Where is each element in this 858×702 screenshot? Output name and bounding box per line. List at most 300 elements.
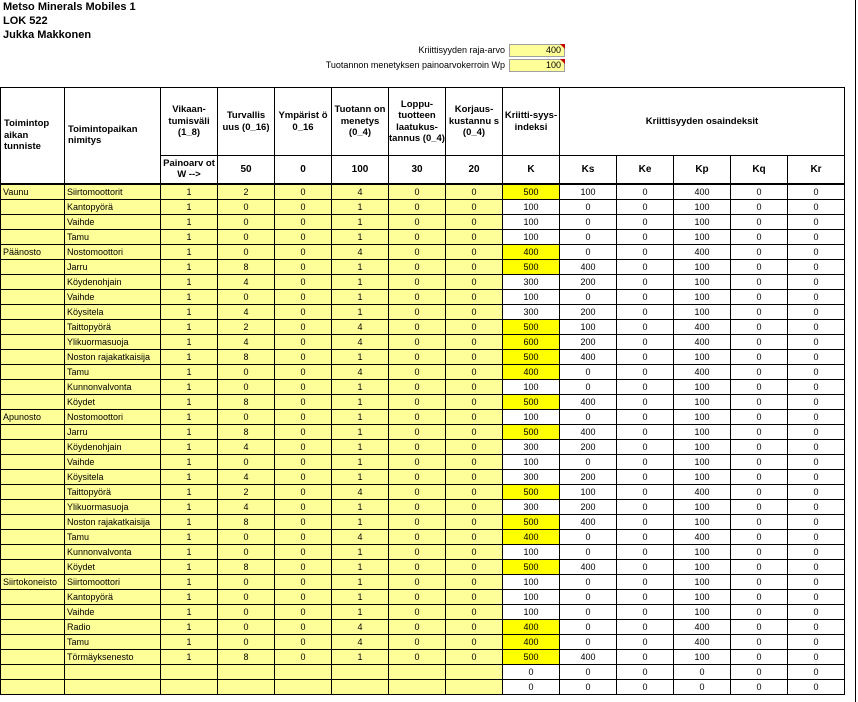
cell-ke[interactable]: 0 bbox=[617, 529, 674, 544]
cell-k-index[interactable]: 100 bbox=[503, 409, 560, 424]
cell-ks[interactable]: 0 bbox=[560, 544, 617, 559]
cell-k-index[interactable]: 100 bbox=[503, 379, 560, 394]
cell-group-id[interactable] bbox=[1, 289, 65, 304]
cell-vikaantumisvali[interactable]: 1 bbox=[161, 634, 218, 649]
cell-kr[interactable]: 0 bbox=[788, 364, 845, 379]
cell-ke[interactable]: 0 bbox=[617, 439, 674, 454]
cell-k-index[interactable]: 500 bbox=[503, 259, 560, 274]
cell-ymparisto[interactable]: 0 bbox=[275, 544, 332, 559]
cell-ke[interactable]: 0 bbox=[617, 289, 674, 304]
cell-component-name[interactable]: Nostomoottori bbox=[65, 409, 161, 424]
cell-laatu[interactable]: 0 bbox=[389, 184, 446, 200]
cell-component-name[interactable] bbox=[65, 664, 161, 679]
cell-tuotanto[interactable]: 1 bbox=[332, 379, 389, 394]
cell-laatu[interactable]: 0 bbox=[389, 229, 446, 244]
cell-tuotanto[interactable]: 1 bbox=[332, 604, 389, 619]
cell-kq[interactable]: 0 bbox=[731, 529, 788, 544]
cell-tuotanto[interactable]: 1 bbox=[332, 229, 389, 244]
cell-kp[interactable]: 100 bbox=[674, 604, 731, 619]
cell-ymparisto[interactable]: 0 bbox=[275, 454, 332, 469]
cell-kp[interactable]: 100 bbox=[674, 394, 731, 409]
cell-ke[interactable]: 0 bbox=[617, 409, 674, 424]
cell-component-name[interactable]: Nostomoottori bbox=[65, 244, 161, 259]
cell-tuotanto[interactable]: 1 bbox=[332, 274, 389, 289]
cell-laatu[interactable]: 0 bbox=[389, 454, 446, 469]
cell-ks[interactable]: 200 bbox=[560, 334, 617, 349]
cell-korjaus[interactable]: 0 bbox=[446, 289, 503, 304]
cell-component-name[interactable]: Köydet bbox=[65, 559, 161, 574]
cell-k-index[interactable]: 100 bbox=[503, 589, 560, 604]
cell-tuotanto[interactable]: 1 bbox=[332, 349, 389, 364]
cell-korjaus[interactable]: 0 bbox=[446, 484, 503, 499]
cell-ymparisto[interactable]: 0 bbox=[275, 289, 332, 304]
cell-vikaantumisvali[interactable] bbox=[161, 679, 218, 694]
cell-component-name[interactable]: Vaihde bbox=[65, 289, 161, 304]
cell-laatu[interactable]: 0 bbox=[389, 424, 446, 439]
cell-k-index[interactable]: 100 bbox=[503, 604, 560, 619]
cell-kr[interactable]: 0 bbox=[788, 184, 845, 200]
cell-kq[interactable]: 0 bbox=[731, 184, 788, 200]
cell-component-name[interactable]: Jarru bbox=[65, 259, 161, 274]
cell-turvallisuus[interactable]: 0 bbox=[218, 229, 275, 244]
cell-group-id[interactable] bbox=[1, 274, 65, 289]
cell-kr[interactable]: 0 bbox=[788, 274, 845, 289]
cell-kp[interactable]: 100 bbox=[674, 229, 731, 244]
cell-kp[interactable]: 100 bbox=[674, 289, 731, 304]
cell-kr[interactable]: 0 bbox=[788, 604, 845, 619]
cell-ke[interactable]: 0 bbox=[617, 634, 674, 649]
cell-laatu[interactable]: 0 bbox=[389, 379, 446, 394]
cell-turvallisuus[interactable]: 0 bbox=[218, 529, 275, 544]
cell-ke[interactable]: 0 bbox=[617, 604, 674, 619]
cell-korjaus[interactable]: 0 bbox=[446, 184, 503, 200]
cell-turvallisuus[interactable]: 0 bbox=[218, 574, 275, 589]
cell-kq[interactable]: 0 bbox=[731, 604, 788, 619]
cell-kp[interactable]: 100 bbox=[674, 499, 731, 514]
cell-ks[interactable]: 0 bbox=[560, 679, 617, 694]
cell-k-index[interactable]: 400 bbox=[503, 244, 560, 259]
cell-component-name[interactable]: Tamu bbox=[65, 229, 161, 244]
cell-tuotanto[interactable]: 1 bbox=[332, 304, 389, 319]
cell-ymparisto[interactable]: 0 bbox=[275, 214, 332, 229]
cell-vikaantumisvali[interactable]: 1 bbox=[161, 619, 218, 634]
cell-kp[interactable]: 0 bbox=[674, 679, 731, 694]
cell-ks[interactable]: 0 bbox=[560, 214, 617, 229]
cell-kr[interactable]: 0 bbox=[788, 199, 845, 214]
cell-component-name[interactable]: Vaihde bbox=[65, 604, 161, 619]
cell-vikaantumisvali[interactable] bbox=[161, 664, 218, 679]
cell-ymparisto[interactable]: 0 bbox=[275, 424, 332, 439]
cell-ks[interactable]: 0 bbox=[560, 589, 617, 604]
cell-k-index[interactable]: 500 bbox=[503, 424, 560, 439]
cell-k-index[interactable]: 100 bbox=[503, 214, 560, 229]
cell-kq[interactable]: 0 bbox=[731, 544, 788, 559]
cell-kr[interactable]: 0 bbox=[788, 484, 845, 499]
cell-kp[interactable]: 400 bbox=[674, 529, 731, 544]
cell-component-name[interactable]: Siirtomoottorit bbox=[65, 184, 161, 200]
cell-turvallisuus[interactable]: 4 bbox=[218, 334, 275, 349]
cell-vikaantumisvali[interactable]: 1 bbox=[161, 289, 218, 304]
cell-kq[interactable]: 0 bbox=[731, 274, 788, 289]
cell-turvallisuus[interactable]: 4 bbox=[218, 439, 275, 454]
cell-tuotanto[interactable]: 1 bbox=[332, 289, 389, 304]
cell-ymparisto[interactable]: 0 bbox=[275, 244, 332, 259]
cell-k-index[interactable]: 100 bbox=[503, 574, 560, 589]
cell-kq[interactable]: 0 bbox=[731, 619, 788, 634]
cell-laatu[interactable]: 0 bbox=[389, 274, 446, 289]
cell-turvallisuus[interactable]: 0 bbox=[218, 409, 275, 424]
cell-ke[interactable]: 0 bbox=[617, 334, 674, 349]
cell-kr[interactable]: 0 bbox=[788, 379, 845, 394]
cell-kp[interactable]: 100 bbox=[674, 454, 731, 469]
cell-kr[interactable]: 0 bbox=[788, 574, 845, 589]
cell-ke[interactable]: 0 bbox=[617, 349, 674, 364]
cell-kr[interactable]: 0 bbox=[788, 559, 845, 574]
cell-ke[interactable]: 0 bbox=[617, 499, 674, 514]
cell-kr[interactable]: 0 bbox=[788, 649, 845, 664]
cell-ke[interactable]: 0 bbox=[617, 559, 674, 574]
cell-turvallisuus[interactable]: 0 bbox=[218, 604, 275, 619]
cell-ks[interactable]: 0 bbox=[560, 529, 617, 544]
cell-turvallisuus[interactable]: 4 bbox=[218, 304, 275, 319]
cell-ke[interactable]: 0 bbox=[617, 364, 674, 379]
cell-laatu[interactable]: 0 bbox=[389, 634, 446, 649]
cell-ymparisto[interactable]: 0 bbox=[275, 559, 332, 574]
cell-tuotanto[interactable]: 4 bbox=[332, 619, 389, 634]
cell-korjaus[interactable]: 0 bbox=[446, 454, 503, 469]
cell-ymparisto[interactable]: 0 bbox=[275, 184, 332, 200]
cell-ke[interactable]: 0 bbox=[617, 259, 674, 274]
cell-ymparisto[interactable]: 0 bbox=[275, 634, 332, 649]
weight-tuotanto[interactable]: 100 bbox=[332, 156, 389, 184]
cell-tuotanto[interactable]: 1 bbox=[332, 559, 389, 574]
cell-vikaantumisvali[interactable]: 1 bbox=[161, 499, 218, 514]
cell-vikaantumisvali[interactable]: 1 bbox=[161, 529, 218, 544]
cell-tuotanto[interactable]: 4 bbox=[332, 484, 389, 499]
cell-korjaus[interactable] bbox=[446, 679, 503, 694]
cell-turvallisuus[interactable]: 8 bbox=[218, 649, 275, 664]
cell-component-name[interactable]: Noston rajakatkaisija bbox=[65, 349, 161, 364]
cell-vikaantumisvali[interactable]: 1 bbox=[161, 379, 218, 394]
cell-ks[interactable]: 0 bbox=[560, 364, 617, 379]
cell-tuotanto[interactable]: 1 bbox=[332, 544, 389, 559]
cell-ke[interactable]: 0 bbox=[617, 394, 674, 409]
cell-kr[interactable]: 0 bbox=[788, 634, 845, 649]
cell-turvallisuus[interactable]: 0 bbox=[218, 214, 275, 229]
cell-kp[interactable]: 100 bbox=[674, 439, 731, 454]
cell-ymparisto[interactable]: 0 bbox=[275, 604, 332, 619]
cell-group-id[interactable] bbox=[1, 364, 65, 379]
cell-tuotanto[interactable]: 4 bbox=[332, 244, 389, 259]
cell-tuotanto[interactable]: 1 bbox=[332, 514, 389, 529]
cell-group-id[interactable] bbox=[1, 634, 65, 649]
cell-kp[interactable]: 100 bbox=[674, 199, 731, 214]
cell-kq[interactable]: 0 bbox=[731, 199, 788, 214]
cell-laatu[interactable]: 0 bbox=[389, 409, 446, 424]
cell-kp[interactable]: 100 bbox=[674, 379, 731, 394]
cell-kr[interactable]: 0 bbox=[788, 664, 845, 679]
cell-laatu[interactable]: 0 bbox=[389, 244, 446, 259]
cell-korjaus[interactable]: 0 bbox=[446, 619, 503, 634]
cell-tuotanto[interactable]: 4 bbox=[332, 634, 389, 649]
cell-component-name[interactable]: Vaihde bbox=[65, 214, 161, 229]
cell-laatu[interactable]: 0 bbox=[389, 484, 446, 499]
cell-tuotanto[interactable]: 1 bbox=[332, 424, 389, 439]
cell-turvallisuus[interactable] bbox=[218, 679, 275, 694]
cell-tuotanto[interactable] bbox=[332, 664, 389, 679]
cell-ks[interactable]: 0 bbox=[560, 454, 617, 469]
cell-group-id[interactable] bbox=[1, 589, 65, 604]
cell-turvallisuus[interactable]: 8 bbox=[218, 259, 275, 274]
cell-group-id[interactable] bbox=[1, 679, 65, 694]
cell-ke[interactable]: 0 bbox=[617, 514, 674, 529]
cell-ks[interactable]: 200 bbox=[560, 499, 617, 514]
cell-ymparisto[interactable]: 0 bbox=[275, 469, 332, 484]
cell-laatu[interactable]: 0 bbox=[389, 349, 446, 364]
cell-vikaantumisvali[interactable]: 1 bbox=[161, 334, 218, 349]
cell-ymparisto[interactable]: 0 bbox=[275, 649, 332, 664]
cell-kr[interactable]: 0 bbox=[788, 334, 845, 349]
cell-vikaantumisvali[interactable]: 1 bbox=[161, 214, 218, 229]
cell-kq[interactable]: 0 bbox=[731, 379, 788, 394]
cell-ks[interactable]: 200 bbox=[560, 439, 617, 454]
cell-k-index[interactable]: 100 bbox=[503, 199, 560, 214]
cell-kp[interactable]: 100 bbox=[674, 514, 731, 529]
cell-turvallisuus[interactable]: 4 bbox=[218, 274, 275, 289]
cell-vikaantumisvali[interactable]: 1 bbox=[161, 349, 218, 364]
cell-kr[interactable]: 0 bbox=[788, 514, 845, 529]
cell-ymparisto[interactable]: 0 bbox=[275, 304, 332, 319]
cell-component-name[interactable]: Noston rajakatkaisija bbox=[65, 514, 161, 529]
cell-k-index[interactable]: 100 bbox=[503, 544, 560, 559]
cell-ks[interactable]: 0 bbox=[560, 574, 617, 589]
cell-tuotanto[interactable]: 1 bbox=[332, 214, 389, 229]
cell-vikaantumisvali[interactable]: 1 bbox=[161, 559, 218, 574]
cell-k-index[interactable]: 500 bbox=[503, 514, 560, 529]
cell-group-id[interactable] bbox=[1, 439, 65, 454]
cell-component-name[interactable]: Köydenohjain bbox=[65, 274, 161, 289]
cell-vikaantumisvali[interactable]: 1 bbox=[161, 274, 218, 289]
cell-k-index[interactable]: 300 bbox=[503, 439, 560, 454]
cell-tuotanto[interactable]: 1 bbox=[332, 454, 389, 469]
cell-kp[interactable]: 100 bbox=[674, 349, 731, 364]
cell-ks[interactable]: 400 bbox=[560, 514, 617, 529]
cell-kr[interactable]: 0 bbox=[788, 394, 845, 409]
cell-korjaus[interactable]: 0 bbox=[446, 349, 503, 364]
cell-component-name[interactable]: Taittopyörä bbox=[65, 484, 161, 499]
cell-korjaus[interactable]: 0 bbox=[446, 379, 503, 394]
cell-component-name[interactable]: Kunnonvalvonta bbox=[65, 379, 161, 394]
cell-kr[interactable]: 0 bbox=[788, 409, 845, 424]
cell-k-index[interactable]: 400 bbox=[503, 529, 560, 544]
cell-ke[interactable]: 0 bbox=[617, 274, 674, 289]
cell-ks[interactable]: 0 bbox=[560, 229, 617, 244]
cell-component-name[interactable]: Vaihde bbox=[65, 454, 161, 469]
cell-component-name[interactable]: Radio bbox=[65, 619, 161, 634]
cell-group-id[interactable] bbox=[1, 484, 65, 499]
cell-k-index[interactable]: 400 bbox=[503, 364, 560, 379]
cell-kr[interactable]: 0 bbox=[788, 499, 845, 514]
cell-vikaantumisvali[interactable]: 1 bbox=[161, 469, 218, 484]
cell-turvallisuus[interactable]: 0 bbox=[218, 589, 275, 604]
cell-ymparisto[interactable] bbox=[275, 679, 332, 694]
cell-korjaus[interactable]: 0 bbox=[446, 199, 503, 214]
cell-laatu[interactable]: 0 bbox=[389, 499, 446, 514]
cell-ks[interactable]: 100 bbox=[560, 319, 617, 334]
cell-component-name[interactable]: Köysitela bbox=[65, 469, 161, 484]
cell-ks[interactable]: 0 bbox=[560, 604, 617, 619]
cell-vikaantumisvali[interactable]: 1 bbox=[161, 439, 218, 454]
cell-group-id[interactable]: Päänosto bbox=[1, 244, 65, 259]
cell-vikaantumisvali[interactable]: 1 bbox=[161, 409, 218, 424]
cell-k-index[interactable]: 500 bbox=[503, 349, 560, 364]
cell-vikaantumisvali[interactable]: 1 bbox=[161, 604, 218, 619]
cell-vikaantumisvali[interactable]: 1 bbox=[161, 544, 218, 559]
cell-kq[interactable]: 0 bbox=[731, 574, 788, 589]
cell-k-index[interactable]: 100 bbox=[503, 454, 560, 469]
cell-turvallisuus[interactable]: 0 bbox=[218, 544, 275, 559]
cell-turvallisuus[interactable]: 0 bbox=[218, 379, 275, 394]
cell-vikaantumisvali[interactable]: 1 bbox=[161, 514, 218, 529]
cell-component-name[interactable]: Ylikuormasuoja bbox=[65, 499, 161, 514]
cell-kq[interactable]: 0 bbox=[731, 469, 788, 484]
cell-ke[interactable]: 0 bbox=[617, 319, 674, 334]
cell-kq[interactable]: 0 bbox=[731, 289, 788, 304]
cell-turvallisuus[interactable]: 0 bbox=[218, 634, 275, 649]
cell-laatu[interactable]: 0 bbox=[389, 319, 446, 334]
cell-kq[interactable]: 0 bbox=[731, 409, 788, 424]
cell-ke[interactable]: 0 bbox=[617, 199, 674, 214]
cell-group-id[interactable]: Vaunu bbox=[1, 184, 65, 200]
cell-laatu[interactable] bbox=[389, 679, 446, 694]
cell-laatu[interactable]: 0 bbox=[389, 589, 446, 604]
cell-kq[interactable]: 0 bbox=[731, 589, 788, 604]
cell-kq[interactable]: 0 bbox=[731, 259, 788, 274]
cell-ke[interactable]: 0 bbox=[617, 574, 674, 589]
cell-ke[interactable]: 0 bbox=[617, 469, 674, 484]
cell-tuotanto[interactable] bbox=[332, 679, 389, 694]
cell-ke[interactable]: 0 bbox=[617, 664, 674, 679]
cell-ks[interactable]: 0 bbox=[560, 664, 617, 679]
cell-ks[interactable]: 400 bbox=[560, 259, 617, 274]
cell-kr[interactable]: 0 bbox=[788, 304, 845, 319]
cell-k-index[interactable]: 100 bbox=[503, 289, 560, 304]
cell-korjaus[interactable]: 0 bbox=[446, 244, 503, 259]
cell-vikaantumisvali[interactable]: 1 bbox=[161, 259, 218, 274]
cell-group-id[interactable] bbox=[1, 319, 65, 334]
cell-ymparisto[interactable]: 0 bbox=[275, 619, 332, 634]
cell-component-name[interactable]: Tamu bbox=[65, 364, 161, 379]
cell-component-name[interactable]: Tamu bbox=[65, 529, 161, 544]
cell-turvallisuus[interactable]: 8 bbox=[218, 559, 275, 574]
cell-k-index[interactable]: 100 bbox=[503, 229, 560, 244]
cell-laatu[interactable]: 0 bbox=[389, 574, 446, 589]
cell-group-id[interactable] bbox=[1, 469, 65, 484]
cell-component-name[interactable]: Kantopyörä bbox=[65, 589, 161, 604]
cell-laatu[interactable]: 0 bbox=[389, 604, 446, 619]
cell-k-index[interactable]: 300 bbox=[503, 274, 560, 289]
cell-vikaantumisvali[interactable]: 1 bbox=[161, 229, 218, 244]
cell-vikaantumisvali[interactable]: 1 bbox=[161, 649, 218, 664]
cell-ymparisto[interactable]: 0 bbox=[275, 439, 332, 454]
cell-kr[interactable]: 0 bbox=[788, 214, 845, 229]
cell-kq[interactable]: 0 bbox=[731, 349, 788, 364]
cell-turvallisuus[interactable]: 4 bbox=[218, 469, 275, 484]
cell-korjaus[interactable]: 0 bbox=[446, 304, 503, 319]
cell-tuotanto[interactable]: 1 bbox=[332, 394, 389, 409]
cell-ke[interactable]: 0 bbox=[617, 589, 674, 604]
cell-tuotanto[interactable]: 1 bbox=[332, 409, 389, 424]
cell-ks[interactable]: 200 bbox=[560, 469, 617, 484]
cell-turvallisuus[interactable]: 0 bbox=[218, 454, 275, 469]
cell-k-index[interactable]: 0 bbox=[503, 664, 560, 679]
cell-ke[interactable]: 0 bbox=[617, 304, 674, 319]
cell-tuotanto[interactable]: 1 bbox=[332, 574, 389, 589]
cell-kp[interactable]: 100 bbox=[674, 274, 731, 289]
cell-vikaantumisvali[interactable]: 1 bbox=[161, 574, 218, 589]
cell-korjaus[interactable]: 0 bbox=[446, 634, 503, 649]
cell-ymparisto[interactable]: 0 bbox=[275, 349, 332, 364]
cell-ks[interactable]: 0 bbox=[560, 619, 617, 634]
cell-group-id[interactable] bbox=[1, 544, 65, 559]
weight-turvallisuus[interactable]: 50 bbox=[218, 156, 275, 184]
cell-ymparisto[interactable]: 0 bbox=[275, 199, 332, 214]
cell-k-index[interactable]: 500 bbox=[503, 484, 560, 499]
cell-turvallisuus[interactable]: 2 bbox=[218, 484, 275, 499]
cell-kp[interactable]: 100 bbox=[674, 304, 731, 319]
cell-vikaantumisvali[interactable]: 1 bbox=[161, 589, 218, 604]
cell-kq[interactable]: 0 bbox=[731, 334, 788, 349]
cell-turvallisuus[interactable]: 0 bbox=[218, 364, 275, 379]
cell-kp[interactable]: 400 bbox=[674, 619, 731, 634]
cell-kp[interactable]: 400 bbox=[674, 634, 731, 649]
cell-k-index[interactable]: 300 bbox=[503, 304, 560, 319]
cell-kq[interactable]: 0 bbox=[731, 499, 788, 514]
cell-laatu[interactable]: 0 bbox=[389, 304, 446, 319]
cell-k-index[interactable]: 400 bbox=[503, 619, 560, 634]
cell-kp[interactable]: 400 bbox=[674, 334, 731, 349]
cell-group-id[interactable] bbox=[1, 529, 65, 544]
cell-kq[interactable]: 0 bbox=[731, 514, 788, 529]
cell-kq[interactable]: 0 bbox=[731, 649, 788, 664]
cell-ks[interactable]: 100 bbox=[560, 184, 617, 200]
cell-kp[interactable]: 100 bbox=[674, 424, 731, 439]
cell-turvallisuus[interactable]: 8 bbox=[218, 514, 275, 529]
cell-component-name[interactable]: Tamu bbox=[65, 634, 161, 649]
cell-kr[interactable]: 0 bbox=[788, 679, 845, 694]
cell-group-id[interactable] bbox=[1, 394, 65, 409]
cell-k-index[interactable]: 600 bbox=[503, 334, 560, 349]
cell-korjaus[interactable]: 0 bbox=[446, 499, 503, 514]
cell-kr[interactable]: 0 bbox=[788, 529, 845, 544]
cell-component-name[interactable] bbox=[65, 679, 161, 694]
cell-ks[interactable]: 400 bbox=[560, 424, 617, 439]
cell-turvallisuus[interactable]: 8 bbox=[218, 424, 275, 439]
cell-korjaus[interactable]: 0 bbox=[446, 589, 503, 604]
cell-vikaantumisvali[interactable]: 1 bbox=[161, 484, 218, 499]
cell-component-name[interactable]: Köydet bbox=[65, 394, 161, 409]
weight-laatu[interactable]: 30 bbox=[389, 156, 446, 184]
cell-kr[interactable]: 0 bbox=[788, 229, 845, 244]
weight-ymparisto[interactable]: 0 bbox=[275, 156, 332, 184]
cell-kq[interactable]: 0 bbox=[731, 454, 788, 469]
cell-ks[interactable]: 0 bbox=[560, 244, 617, 259]
cell-group-id[interactable] bbox=[1, 334, 65, 349]
cell-group-id[interactable] bbox=[1, 349, 65, 364]
cell-laatu[interactable]: 0 bbox=[389, 514, 446, 529]
cell-kr[interactable]: 0 bbox=[788, 544, 845, 559]
cell-group-id[interactable] bbox=[1, 304, 65, 319]
